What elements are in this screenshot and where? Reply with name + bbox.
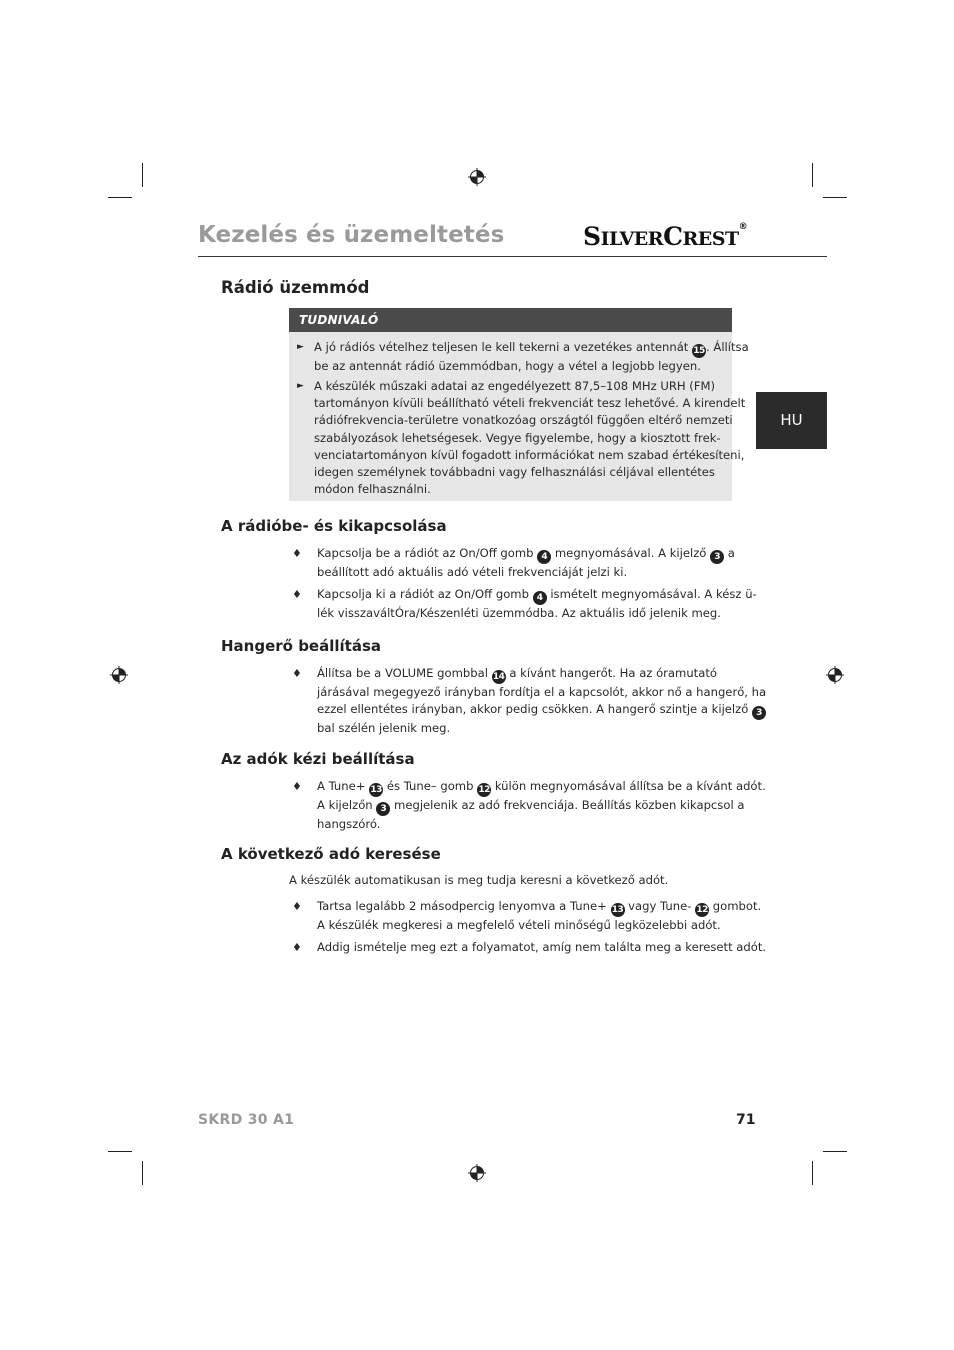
text: a: [724, 546, 735, 560]
note-box: [289, 308, 749, 501]
text: rádiófrekvencia-területre vonatkozóag országtól függően eltérő nemzeti: [314, 413, 733, 428]
text: Addig ismételje meg ezt a folyamatot, amíg nem találta meg a keresett adót.: [317, 940, 767, 954]
crop-mark: [108, 197, 132, 198]
brand-letters: REST: [682, 228, 739, 250]
bullet-icon: ♦: [292, 667, 302, 680]
bullet-icon: ♦: [292, 941, 302, 954]
text: tartományon kívüli beállítható vételi frekvenciát tesz lehetővé. A kirendelt: [314, 396, 746, 411]
text: szabályozások lehetségesek. Vegye figyelembe, hogy a kiosztott frek-: [314, 430, 721, 445]
text: hangszóró.: [317, 817, 381, 831]
brand-letters: ILVER: [600, 228, 664, 250]
bullet-icon: ♦: [292, 900, 302, 913]
registration-mark-icon: [110, 666, 128, 684]
paragraph: A készülék automatikusan is meg tudja keresni a következő adót.: [289, 873, 669, 887]
registration-mark-icon: [826, 666, 844, 684]
text: venciatartományon kívül fogadott információkat nem szabad értékesíteni,: [314, 447, 745, 462]
brand-letter: S: [583, 222, 601, 251]
registered-symbol: ®: [738, 222, 748, 232]
crop-mark: [812, 1161, 813, 1185]
callout-number: 13: [611, 905, 624, 915]
callout-number: 4: [533, 591, 547, 605]
bullet-icon: ♦: [292, 780, 302, 793]
text: a kívánt hangerőt. Ha az óramutató: [505, 666, 717, 680]
callout-number: 14: [492, 672, 505, 682]
text: A jó rádiós vételhez teljesen le kell tekerni a vezetékes antennát: [314, 340, 693, 354]
crop-mark: [142, 163, 143, 187]
note-label: TUDNIVALÓ: [289, 308, 732, 332]
text: vagy Tune-: [624, 899, 696, 913]
crop-mark: [823, 197, 847, 198]
crop-mark: [823, 1151, 847, 1152]
text: megjelenik az adó frekvenciája. Beállítás közben kikapcsol a: [390, 798, 745, 812]
brand-letter: C: [663, 222, 683, 251]
text: és Tune– gomb: [383, 779, 478, 793]
text: beállított adó aktuális adó vételi frekvenciáját jelzi ki.: [317, 565, 628, 579]
text: ismételt megnyomásával. A kész ü-: [546, 587, 757, 601]
text: megnyomásával. A kijelző: [551, 546, 711, 560]
section-heading: Rádió üzemmód: [221, 278, 370, 297]
text: gombot.: [709, 899, 762, 913]
text: . Állítsa: [706, 340, 749, 354]
crop-mark: [812, 163, 813, 187]
section-heading: A következő adó keresése: [221, 845, 441, 863]
brand-logo: [583, 222, 747, 251]
registration-mark-icon: [468, 168, 486, 186]
text: A Tune+: [317, 779, 370, 793]
model-number: SKRD 30 A1: [198, 1112, 295, 1128]
text: bal szélén jelenik meg.: [317, 721, 451, 736]
callout-number: 13: [370, 785, 382, 795]
text: módon felhasználni.: [314, 482, 431, 497]
callout-number: 15: [693, 346, 705, 356]
text: be az antennát rádió üzemmódban, hogy a vétel a legjobb legyen.: [314, 359, 701, 373]
text: külön megnyomásával állítsa be a kívánt adót.: [491, 779, 766, 793]
text: Állítsa be a VOLUME gombbal: [317, 666, 492, 680]
text: A készülék műszaki adatai az engedélyezett 87,5–108 MHz URH (FM): [314, 379, 716, 393]
bullet-icon: ♦: [292, 547, 302, 560]
callout-number: 12: [696, 905, 708, 915]
text: A kijelzőn: [317, 798, 377, 812]
arrow-icon: ►: [297, 381, 304, 391]
crop-mark: [142, 1161, 143, 1185]
text: A készülék megkeresi a megfelelő vételi minőségű legközelebbi adót.: [317, 918, 721, 932]
registration-mark-icon: [468, 1164, 486, 1182]
language-tab: HU: [756, 392, 827, 449]
text: lék visszaváltÓra/Készenléti üzemmódba. Az aktuális idő jelenik meg.: [317, 606, 721, 620]
callout-number: 3: [752, 706, 766, 720]
text: Kapcsolja be a rádiót az On/Off gomb: [317, 546, 538, 560]
page-number: 71: [736, 1112, 756, 1128]
arrow-icon: ►: [297, 342, 304, 352]
bullet-icon: ♦: [292, 588, 302, 601]
page-title: Kezelés és üzemeltetés: [198, 222, 505, 248]
section-heading: A rádióbe- és kikapcsolása: [221, 517, 447, 535]
section-heading: Hangerő beállítása: [221, 637, 381, 655]
callout-number: 3: [710, 550, 724, 564]
text: ezzel ellentétes irányban, akkor pedig csökken. A hangerő szintje a kijelző: [317, 702, 753, 717]
text: Tartsa legalább 2 másodpercig lenyomva a Tune+: [317, 899, 611, 913]
text: idegen személynek továbbadni vagy felhasználási céljával ellentétes: [314, 465, 715, 480]
callout-number: 4: [537, 550, 551, 564]
crop-mark: [108, 1151, 132, 1152]
text: Kapcsolja ki a rádiót az On/Off gomb: [317, 587, 533, 601]
section-heading: Az adók kézi beállítása: [221, 750, 415, 768]
header-divider: [198, 256, 827, 257]
text: járásával megegyező irányban fordítja el a kapcsolót, akkor nő a hangerő, ha: [317, 685, 767, 699]
callout-number: 12: [478, 785, 490, 795]
callout-number: 3: [376, 802, 390, 816]
